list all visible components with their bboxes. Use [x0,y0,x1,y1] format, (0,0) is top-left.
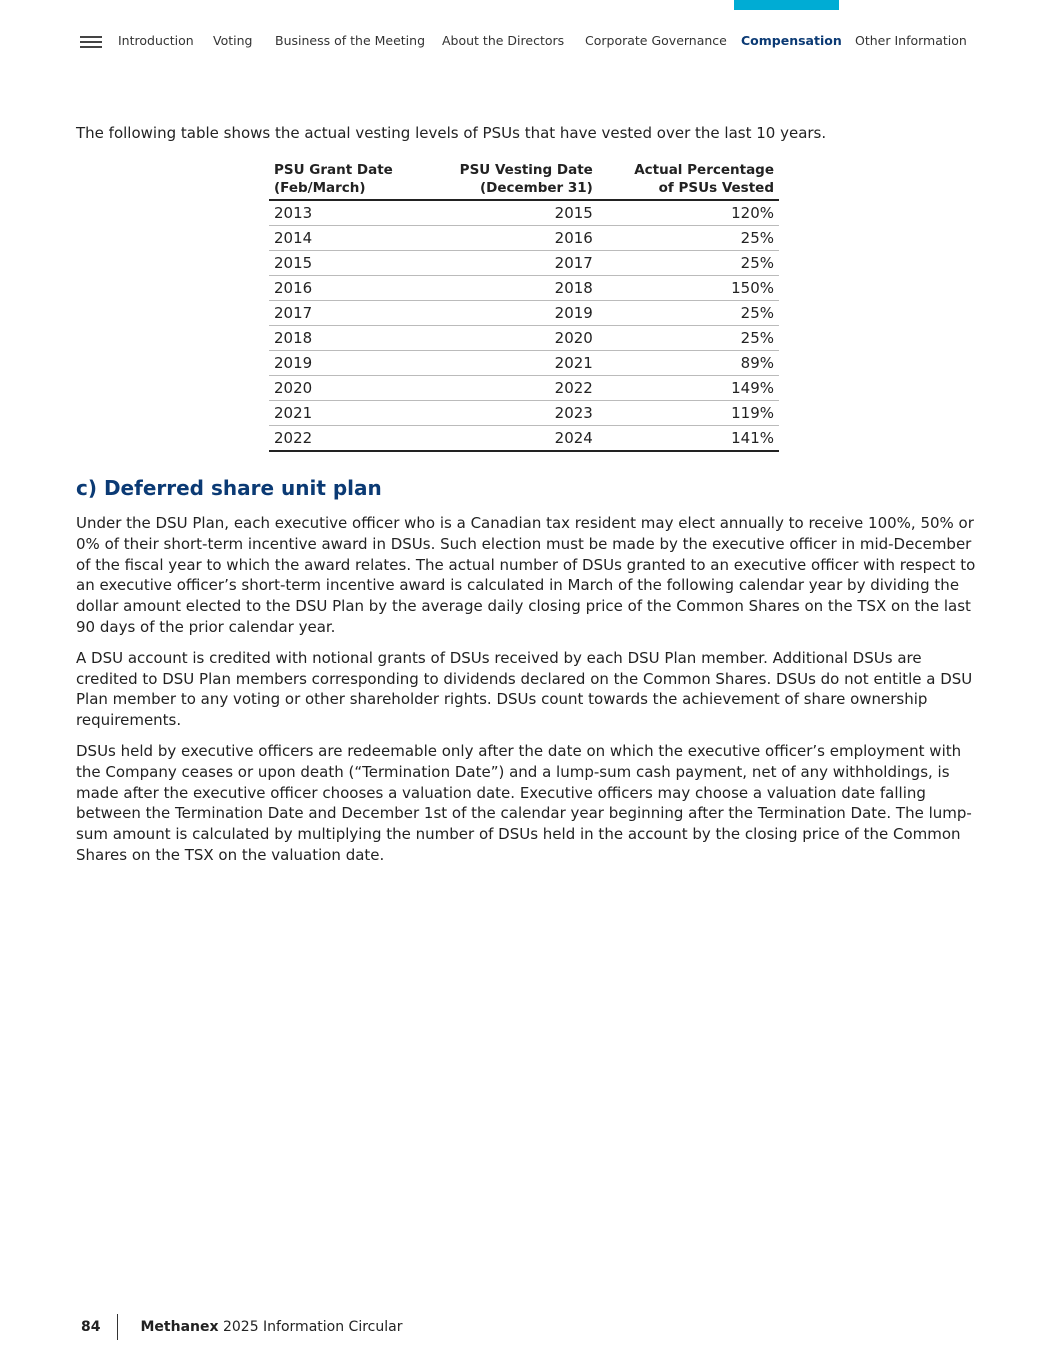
percentage-vested-cell: 25% [598,226,779,251]
vesting-date-cell: 2019 [425,301,598,326]
section-title: c) Deferred share unit plan [76,476,382,500]
table-row [269,351,779,376]
table-row [269,251,779,276]
table-row [269,301,779,326]
percentage-vested-cell: 141% [598,426,779,452]
vesting-date-cell: 2022 [425,376,598,401]
section-body [76,513,976,876]
nav-other-information[interactable]: Other Information [855,33,967,48]
psu-vesting-table [269,161,779,452]
vesting-date-cell: 2018 [425,276,598,301]
page-number: 84 [81,1319,101,1335]
page-footer [81,1314,402,1340]
vesting-date-cell: 2021 [425,351,598,376]
grant-date-cell: 2017 [269,301,425,326]
vesting-date-cell: 2020 [425,326,598,351]
table-header-row [269,161,779,200]
vesting-date-cell: 2015 [425,200,598,226]
percentage-vested-cell: 25% [598,301,779,326]
table-row [269,226,779,251]
header-grant-date: PSU Grant Date (Feb/March) [269,161,425,200]
vesting-date-cell: 2024 [425,426,598,452]
percentage-vested-cell: 149% [598,376,779,401]
intro-text: The following table shows the actual vesting levels of PSUs that have vested over the last 10 years. [76,124,827,142]
paragraph: DSUs held by executive officers are redeemable only after the date on which the executive officer’s employment with the Company ceases or upon death (“Termination Date”) and a lump-sum cash payment, net of any withholdings, is made after the executive officer chooses a valuation date. Executive officers may choose a valuation date falling between the Termination Date and December 1st of the calendar year beginning after the Termination Date. The lump-sum amount is calculated by multiplying the number of DSUs held in the account by the closing price of the Common Shares on the TSX on the valuation date. [76,741,972,864]
grant-date-cell: 2015 [269,251,425,276]
grant-date-cell: 2022 [269,426,425,452]
table-row [269,426,779,452]
footer-title: 2025 Information Circular [222,1319,403,1335]
header-vesting-date: PSU Vesting Date (December 31) [425,161,598,200]
percentage-vested-cell: 25% [598,326,779,351]
footer-brand: Methanex [140,1319,219,1335]
grant-date-cell: 2021 [269,401,425,426]
vesting-date-cell: 2023 [425,401,598,426]
nav-introduction[interactable]: Introduction [118,33,194,48]
percentage-vested-cell: 120% [598,200,779,226]
grant-date-cell: 2013 [269,200,425,226]
percentage-vested-cell: 119% [598,401,779,426]
nav-corporate-governance[interactable]: Corporate Governance [585,33,727,48]
percentage-vested-cell: 25% [598,251,779,276]
nav-business-of-the-meeting[interactable]: Business of the Meeting [275,33,425,48]
footer-divider [117,1314,118,1340]
table-row [269,326,779,351]
table-row [269,401,779,426]
grant-date-cell: 2019 [269,351,425,376]
percentage-vested-cell: 89% [598,351,779,376]
table-row [269,200,779,226]
header-percentage-vested: Actual Percentage of PSUs Vested [598,161,779,200]
top-navigation [0,0,1048,70]
hamburger-menu-icon[interactable] [80,36,102,49]
paragraph: Under the DSU Plan, each executive officer who is a Canadian tax resident may elect annually to receive 100%, 50% or 0% of their short-term incentive award in DSUs. Such election must be made by the executive officer in mid-December of the fiscal year to which the award relates. The actual number of DSUs granted to an executive officer with respect to an executive officer’s short-term incentive award is calculated in March of the following calendar year by dividing the dollar amount elected to the DSU Plan by the average daily closing price of the Common Shares on the TSX on the last 90 days of the prior calendar year. [76,514,976,636]
grant-date-cell: 2020 [269,376,425,401]
vesting-date-cell: 2016 [425,226,598,251]
grant-date-cell: 2018 [269,326,425,351]
nav-about-the-directors[interactable]: About the Directors [442,33,565,48]
nav-voting[interactable]: Voting [213,33,253,48]
table-row [269,376,779,401]
grant-date-cell: 2014 [269,226,425,251]
active-tab-indicator [734,0,839,10]
paragraph: A DSU account is credited with notional grants of DSUs received by each DSU Plan member. Additional DSUs are credited to DSU Plan members corresponding to dividends declared on the Common Shares. DSUs do not entitle a DSU Plan member to any voting or other shareholder rights. DSUs count towards the achievement of share ownership requirements. [76,648,973,730]
grant-date-cell: 2016 [269,276,425,301]
percentage-vested-cell: 150% [598,276,779,301]
table-row [269,276,779,301]
vesting-date-cell: 2017 [425,251,598,276]
nav-compensation[interactable]: Compensation [741,33,842,48]
